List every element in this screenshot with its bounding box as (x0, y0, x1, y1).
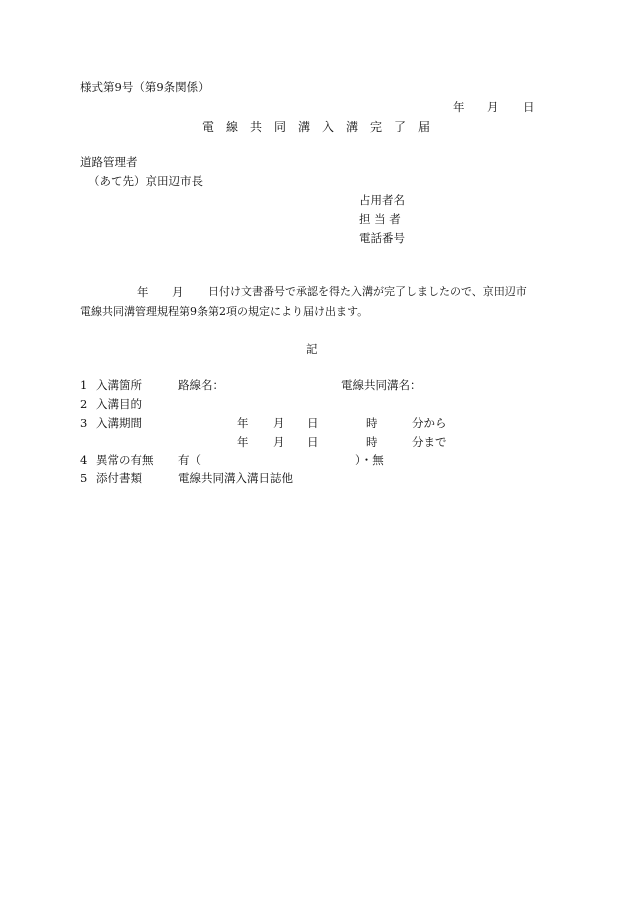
addressee-line2: （あて先）京田辺市長 (88, 174, 203, 188)
start-year: 年 (237, 416, 249, 430)
item-2-label: 入溝目的 (96, 397, 142, 411)
body-line2-text: 電線共同溝管理規程第9条第2項の規定により届け出ます。 (80, 305, 369, 318)
end-hour: 時 (366, 435, 378, 449)
phone-number-label: 電話番号 (359, 231, 405, 245)
body-month: 月 (172, 285, 184, 299)
date-day: 日 (523, 100, 535, 114)
person-in-charge-label: 担 当 者 (359, 212, 401, 226)
date-year: 年 (453, 100, 465, 114)
record-heading: 記 (306, 342, 318, 356)
attached-documents-value: 電線共同溝入溝日誌他 (178, 471, 293, 485)
start-day: 日 (307, 416, 319, 430)
item-5-number: 5 (80, 471, 88, 485)
end-year: 年 (237, 435, 249, 449)
document-title: 電 線 共 同 溝 入 溝 完 了 届 (202, 120, 431, 134)
route-name-label: 路線名： (178, 378, 224, 392)
item-5-label: 添付書類 (96, 471, 142, 485)
start-hour: 時 (366, 416, 378, 430)
start-minute-suffix: 分から (412, 416, 447, 430)
start-month: 月 (273, 416, 285, 430)
item-1-number: 1 (80, 378, 88, 392)
occupant-label: 占用者名 (359, 193, 405, 207)
end-minute-suffix: 分まで (412, 435, 447, 449)
date-month: 月 (487, 100, 499, 114)
item-1-label: 入溝箇所 (96, 378, 142, 392)
item-3-number: 3 (80, 416, 88, 430)
item-2-number: 2 (80, 397, 88, 411)
item-4-number: 4 (80, 453, 88, 467)
end-month: 月 (273, 435, 285, 449)
form-label: 様式第9号（第9条関係） (80, 80, 210, 94)
addressee-line1: 道路管理者 (80, 155, 138, 169)
utility-conduit-name-label: 電線共同溝名： (341, 378, 422, 392)
abnormality-yes-open: 有（ (178, 453, 201, 467)
end-day: 日 (307, 435, 319, 449)
body-year: 年 (137, 285, 149, 299)
abnormality-close-no: ）・無 (355, 453, 384, 467)
item-4-label: 異常の有無 (96, 453, 154, 467)
item-3-label: 入溝期間 (96, 416, 142, 430)
body-line1-text: 日付け文書番号で承認を得た入溝が完了しましたので、京田辺市 (208, 285, 527, 298)
